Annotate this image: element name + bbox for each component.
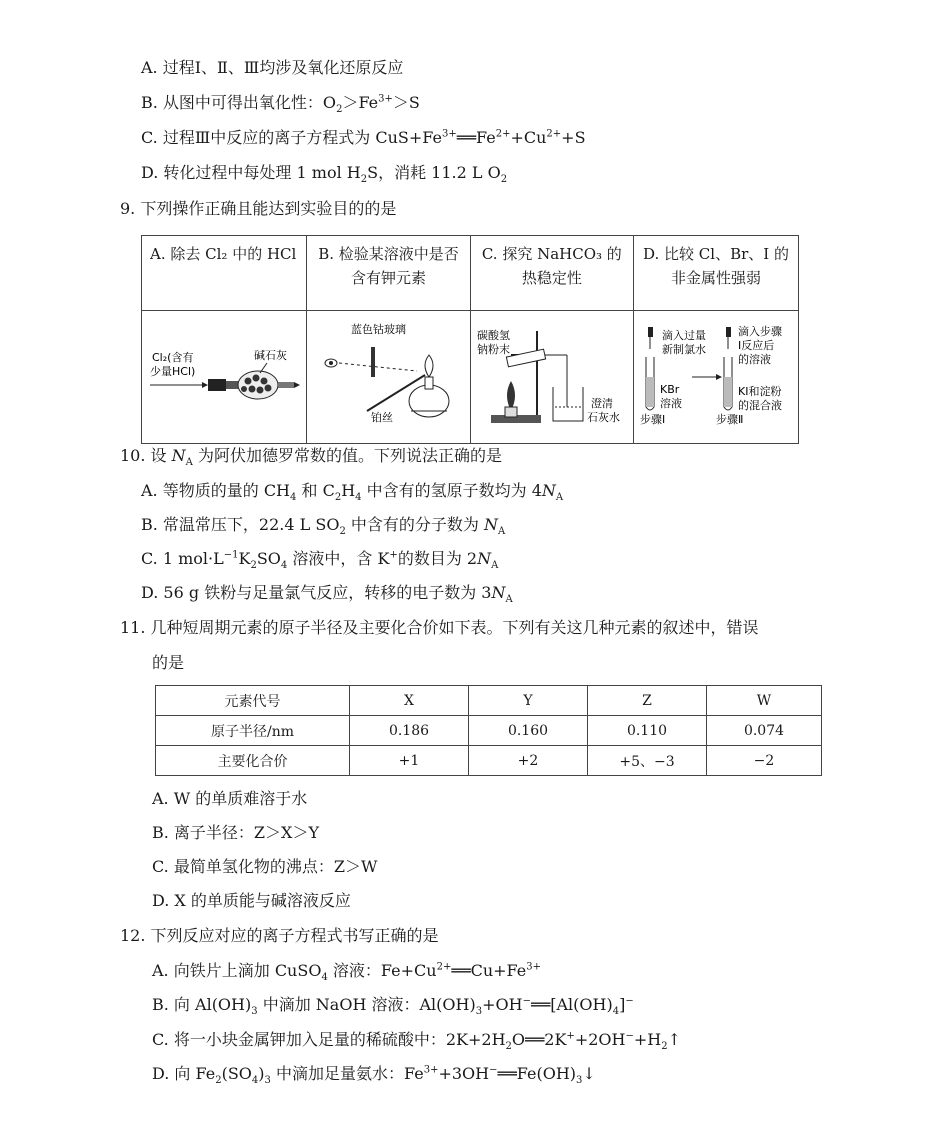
table-cell: −2 xyxy=(707,746,822,776)
q9-diagram-a xyxy=(142,311,307,444)
q9-a-label-3: 碱石灰 xyxy=(254,349,287,362)
q9-stem: 9. 下列操作正确且能达到实验目的的是 xyxy=(120,199,397,218)
q8-option-b: B. 从图中可得出氧化性：$O_2>Fe^{3+}>S$ xyxy=(141,93,420,116)
table-cell: 元素代号 xyxy=(156,686,350,716)
q9-c-label-4: 石灰水 xyxy=(586,411,620,424)
table-cell: 主要化合价 xyxy=(156,746,350,776)
q9-header-c: C. 探究 NaHCO₃ 的热稳定性 xyxy=(470,236,633,311)
q11-option-a: A. W 的单质难溶于水 xyxy=(152,789,308,808)
q12-option-c: C. 将一小块金属钾加入足量的稀硫酸中：$2K+2H_2O══2K^++2OH^-+H_2↑$ xyxy=(152,1030,681,1053)
q9-a-label-1: Cl₂(含有 xyxy=(152,351,194,364)
q11-element-table xyxy=(155,685,822,776)
table-cell: W xyxy=(707,686,822,716)
q9-diagram-d xyxy=(634,311,799,444)
q11-option-c: C. 最简单氢化物的沸点：Z＞W xyxy=(152,857,378,876)
table-row xyxy=(156,686,822,716)
q9-header-a: A. 除去 Cl₂ 中的 HCl xyxy=(142,236,307,311)
table-cell: +2 xyxy=(469,746,588,776)
q11-stem-line1: 11. 几种短周期元素的原子半径及主要化合价如下表。下列有关这几种元素的叙述中，错误 xyxy=(120,618,759,637)
q9-d-label-5: 的溶液 xyxy=(738,353,771,366)
q9-c-label-2: 钠粉末 xyxy=(476,343,510,356)
q9-b-label-1: 蓝色钴玻璃 xyxy=(351,323,407,336)
table-cell: Y xyxy=(469,686,588,716)
q10-stem: 10. 设 $N_A$ 为阿伏加德罗常数的值。下列说法正确的是 xyxy=(120,446,502,469)
q9-c-label-3: 澄清 xyxy=(590,397,613,410)
q9-d-label-7: 溶液 xyxy=(660,397,682,410)
table-row xyxy=(156,716,822,746)
table-cell: 0.186 xyxy=(350,716,469,746)
q10-option-b: B. 常温常压下，22.4 L $SO_2$ 中含有的分子数为 $N_A$ xyxy=(141,515,506,538)
q9-diagram-b xyxy=(307,311,470,444)
table-cell: 0.160 xyxy=(469,716,588,746)
table-cell: 0.110 xyxy=(588,716,707,746)
q12-stem: 12. 下列反应对应的离子方程式书写正确的是 xyxy=(120,926,439,945)
q10-option-c: C. 1 $mol\cdot L^{-1}K_2SO_4$ 溶液中，含 K+的数目为 $2N_A$ xyxy=(141,549,499,572)
q9-b-label-2: 铂丝 xyxy=(371,411,394,424)
q11-stem-line2: 的是 xyxy=(152,653,185,672)
q11-option-b: B. 离子半径：Z＞X＞Y xyxy=(152,823,320,842)
table-cell: X xyxy=(350,686,469,716)
q9-diagram-c xyxy=(470,311,633,444)
q8-option-a: A. 过程Ⅰ、Ⅱ、Ⅲ均涉及氧化还原反应 xyxy=(141,58,404,77)
q9-d-label-11: 步骤Ⅱ xyxy=(716,413,744,426)
q9-d-label-8: KI和淀粉 xyxy=(738,385,782,398)
q9-experiment-table xyxy=(141,235,799,444)
q9-d-label-10: 步骤Ⅰ xyxy=(640,413,666,426)
q9-c-label-1: 碳酸氢 xyxy=(476,329,510,342)
table-cell: 原子半径/nm xyxy=(156,716,350,746)
q9-d-label-3: 滴入步骤 xyxy=(738,325,782,338)
q9-d-label-1: 滴入过量 xyxy=(662,329,706,342)
q12-option-a: A. 向铁片上滴加 CuSO$_4$ 溶液：$Fe+Cu^{2+}══Cu+Fe^{3+}$ xyxy=(152,961,541,984)
q9-header-d: D. 比较 Cl、Br、I 的非金属性强弱 xyxy=(634,236,799,311)
table-cell: Z xyxy=(588,686,707,716)
q9-d-label-2: 新制氯水 xyxy=(662,343,706,356)
q11-option-d: D. X 的单质能与碱溶液反应 xyxy=(152,891,351,910)
table-cell: +5、−3 xyxy=(588,746,707,776)
q9-a-label-2: 少量HCl) xyxy=(150,365,196,378)
q9-d-label-6: KBr xyxy=(660,383,680,396)
q10-option-a: A. 等物质的量的 $CH_4$ 和 $C_2H_4$ 中含有的氢原子数均为 $4N_A$ xyxy=(141,481,564,504)
q10-option-d: D. 56 g 铁粉与足量氯气反应，转移的电子数为 $3N_A$ xyxy=(141,583,513,606)
q9-d-label-4: Ⅰ反应后 xyxy=(738,339,775,352)
table-row xyxy=(156,746,822,776)
q9-header-b: B. 检验某溶液中是否含有钾元素 xyxy=(307,236,470,311)
q8-option-c: C. 过程Ⅲ中反应的离子方程式为 $CuS+Fe^{3+}══Fe^{2+}+Cu^{2+}+S$ xyxy=(141,128,586,147)
table-cell: +1 xyxy=(350,746,469,776)
q12-option-b: B. 向 $Al(OH)_3$ 中滴加 NaOH 溶液：$Al(OH)_3+OH^-══[Al(OH)_4]^-$ xyxy=(152,995,634,1018)
q8-option-d: D. 转化过程中每处理 1 mol $H_2S$，消耗 11.2 L $O_2$ xyxy=(141,163,508,186)
q12-option-d: D. 向 $Fe_2(SO_4)_3$ 中滴加足量氨水：$Fe^{3+}+3OH^-══Fe(OH)_3↓$ xyxy=(152,1064,596,1087)
q9-d-label-9: 的混合液 xyxy=(738,399,782,412)
table-cell: 0.074 xyxy=(707,716,822,746)
